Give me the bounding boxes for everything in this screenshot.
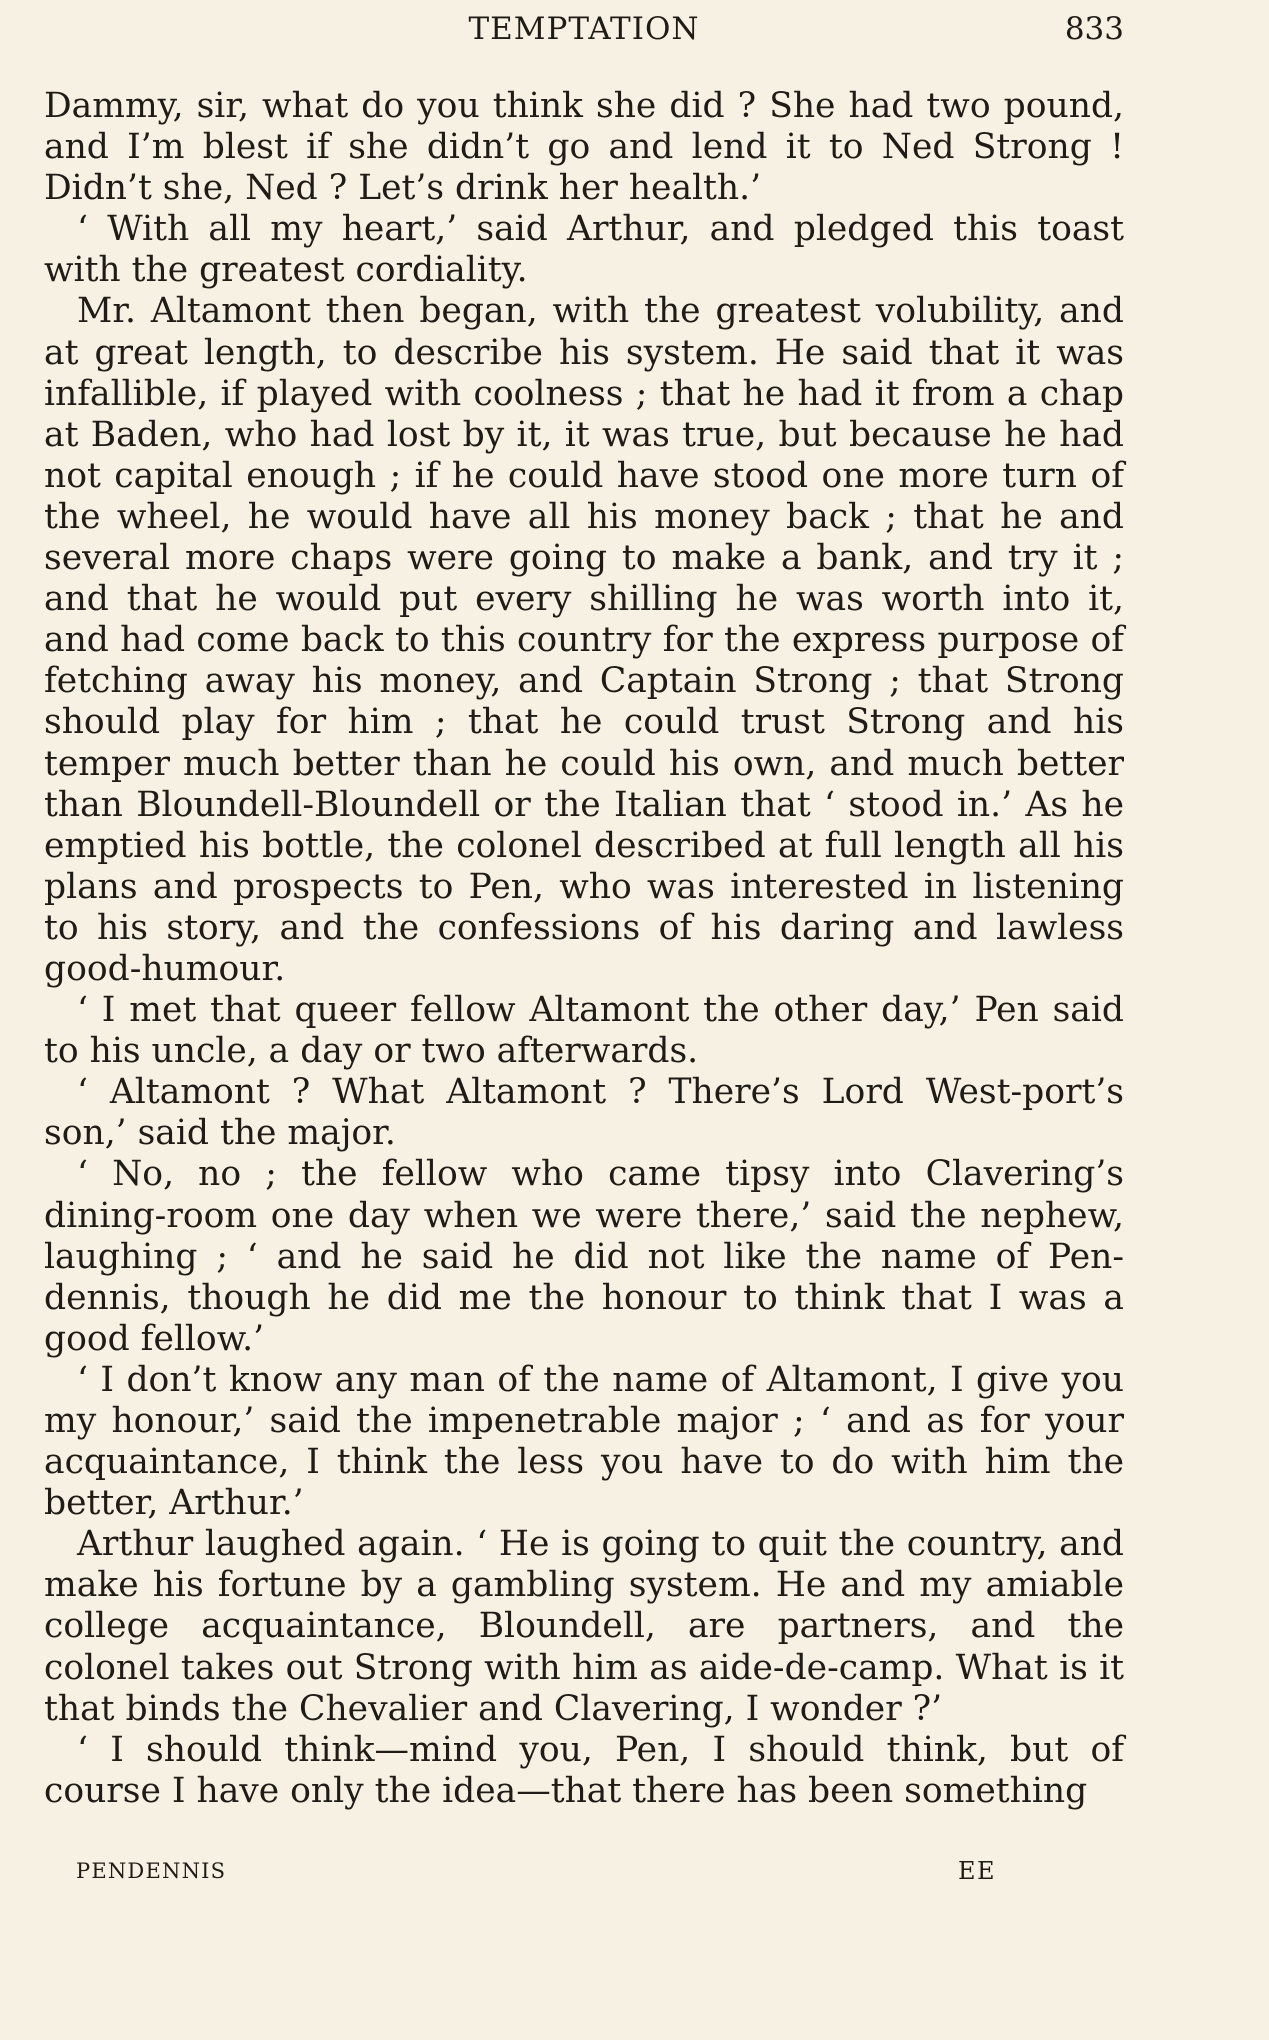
paragraph: ‘ With all my heart,’ said Arthur, and pledged this toast with the greatest cordiality. (44, 209, 1124, 291)
running-head (44, 6, 1124, 52)
paragraph: ‘ I don’t know any man of the name of Altamont, I give you my honour,’ said the impenetrable major ; ‘ and as for your acquaintance, I think the less you have to do with him the better, Arthur.’ (44, 1359, 1124, 1524)
signature-title: PENDENNIS (76, 1859, 227, 1883)
paragraph: ‘ No, no ; the fellow who came tipsy into Clavering’s dining-room one day when we were there,’ said the nephew, laughing ; ‘ and he said he did not like the name of Pen-dennis, though he did me the honour to think that I was a good fellow.’ (44, 1154, 1124, 1359)
body-text (44, 86, 1124, 1812)
paragraph: Mr. Altamont then began, with the greatest volubility, and at great length, to describe his system. He said that it was infallible, if played with coolness ; that he had it from a chap at Baden, who had lost by it, it was true, but because he had not capital enough ; if he could have stood one more turn of the wheel, he would have all his money back ; that he and several more chaps were going to make a bank, and try it ; and that he would put every shilling he was worth into it, and had come back to this country for the express purpose of fetching away his money, and Captain Strong ; that Strong should play for him ; that he could trust Strong and his temper much better than he could his own, and much better than Bloundell-Bloundell or the Italian that ‘ stood in.’ As he emptied his bottle, the colonel described at full length all his plans and prospects to Pen, who was interested in listening to his story, and the confessions of his daring and lawless good-humour. (44, 291, 1124, 989)
paragraph: Arthur laughed again. ‘ He is going to quit the country, and make his fortune by a gambling system. He and my amiable college acquaintance, Bloundell, are partners, and the colonel takes out Strong with him as aide-de-camp. What is it that binds the Chevalier and Clavering, I wonder ?’ (44, 1524, 1124, 1729)
running-title: TEMPTATION (468, 11, 700, 47)
paragraph: ‘ I should think—mind you, Pen, I should think, but of course I have only the idea—that there has been something (44, 1729, 1124, 1811)
paragraph: Dammy, sir, what do you think she did ? She had two pound, and I’m blest if she didn’t go and lend it to Ned Strong ! Didn’t she, Ned ? Let’s drink her health.’ (44, 86, 1124, 209)
paragraph: ‘ I met that queer fellow Altamont the other day,’ Pen said to his uncle, a day or two afterwards. (44, 990, 1124, 1072)
signature-mark: EE (957, 1857, 996, 1885)
page-number: 833 (1064, 11, 1124, 47)
paragraph: ‘ Altamont ? What Altamont ? There’s Lord West-port’s son,’ said the major. (44, 1072, 1124, 1154)
page-footer (76, 1856, 996, 1886)
